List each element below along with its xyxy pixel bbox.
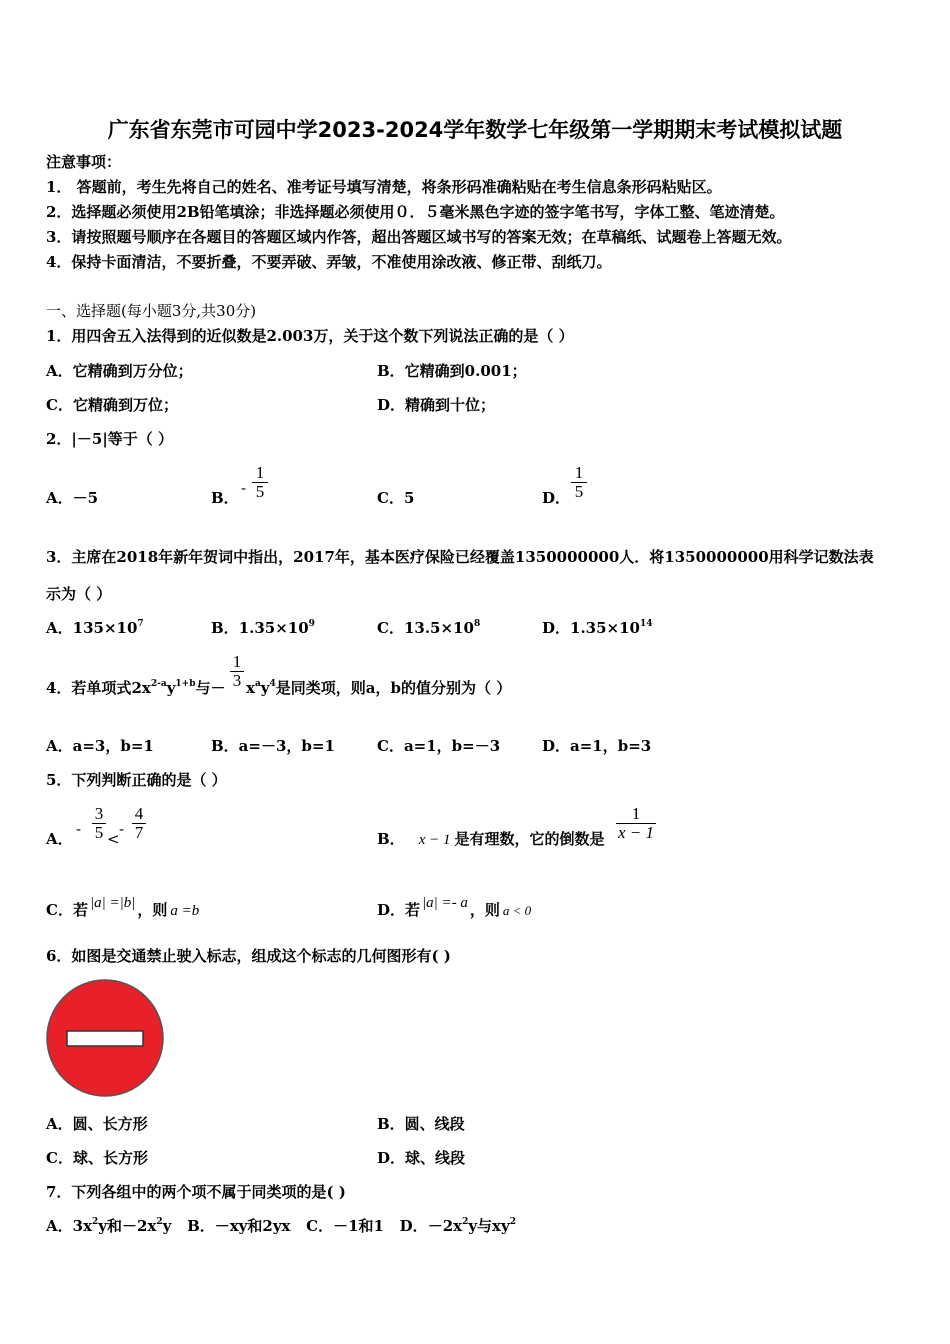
q6-stem: 6．如图是交通禁止驶入标志，组成这个标志的几何图形有( ) — [46, 947, 451, 965]
notice-item-3: 3．请按照题号顺序在各题目的答题区域内作答，超出答题区域书写的答案无效；在草稿纸、试题卷上答题无效。 — [46, 228, 792, 246]
q2-stem: 2．|－5|等于（ ） — [46, 430, 174, 448]
notice-item-1: 1． 答题前，考生先将自己的姓名、准考证号填写清楚，将条形码准确粘贴在考生信息条形码粘贴区。 — [46, 178, 722, 196]
q7-options — [46, 1217, 516, 1235]
q7-option-d: D．$-2x^2y$与$xy^2$ — [399, 1217, 516, 1235]
no-entry-sign-icon — [44, 977, 166, 1099]
fraction-denominator: 5 — [571, 482, 587, 501]
q7-option-c: C．－1和1 — [306, 1217, 384, 1235]
notice-heading: 注意事项： — [46, 153, 122, 171]
fraction-numerator: 1 — [631, 804, 641, 823]
q2-option-a: A．－5 — [46, 489, 99, 507]
q1-option-d: D．精确到十位； — [377, 396, 496, 414]
q4-option-c: C．a=1，b=－3 — [377, 737, 501, 755]
section-heading: 一、选择题(每小题3分,共30分) — [46, 302, 257, 320]
q5-option-a-fraction2 — [132, 805, 146, 842]
fraction-denominator: 7 — [132, 823, 146, 842]
notice-item-4: 4．保持卡面清洁，不要折叠，不要弄破、弄皱，不准使用涂改液、修正带、刮纸刀。 — [46, 253, 612, 271]
q3-option-c: C．$13.5\times 10^8$ — [377, 619, 481, 637]
q6-option-a: A．圆、长方形 — [46, 1115, 148, 1133]
fraction-numerator: 1 — [232, 652, 242, 671]
q4-option-a: A．a=3，b=1 — [46, 737, 154, 755]
q5-option-a-fraction1 — [92, 805, 106, 842]
q2-option-b-sign: - — [241, 479, 247, 497]
q3-option-b: B．$1.35\times 10^9$ — [211, 619, 315, 637]
q7-option-b: B．－xy和2yx — [187, 1217, 291, 1235]
q5-option-c: C．若 |a| =|b| ，则 a =b — [46, 895, 200, 919]
fraction-numerator: 1 — [255, 463, 265, 482]
q4-stem-end: $x^ay^4$是同类项，则a，b的值分别为（ ） — [246, 679, 512, 697]
q1-option-a: A．它精确到万分位； — [46, 362, 193, 380]
q5-option-d: D．若 |a| =- a ，则 a < 0 — [377, 895, 532, 919]
q1-stem: 1．用四舍五入法得到的近似数是2.003万，关于这个数下列说法正确的是（ ） — [46, 327, 574, 345]
q1-option-c: C．它精确到万位； — [46, 396, 178, 414]
page-title: 广东省东莞市可园中学2023-2024学年数学七年级第一学期期末考试模拟试题 — [107, 118, 843, 142]
q6-option-b: B．圆、线段 — [377, 1115, 465, 1133]
q2-option-d-label: D． — [542, 489, 571, 507]
fraction-numerator: 1 — [574, 463, 584, 482]
q3-option-a: A．$135\times 10^7$ — [46, 619, 144, 637]
q4-option-d: D．a=1，b=3 — [542, 737, 652, 755]
q5-stem: 5．下列判断正确的是（ ） — [46, 771, 227, 789]
q4-stem-start: 4．若单项式$2x^{2-a}y^{1+b}$与－ — [46, 679, 226, 697]
fraction-numerator: 3 — [94, 804, 104, 823]
q4-fraction — [230, 653, 244, 690]
q2-option-d-fraction — [571, 464, 587, 501]
q5-option-a-sign2: - — [119, 820, 125, 838]
notice-item-2: 2．选择题必须使用2B铅笔填涂；非选择题必须使用０．５毫米黑色字迹的签字笔书写，字体工整、笔迹清楚。 — [46, 203, 785, 221]
q6-option-d: D．球、线段 — [377, 1149, 466, 1167]
q5-option-b: B． x − 1 是有理数，它的倒数是 — [377, 830, 605, 848]
q2-option-b-label: B． — [211, 489, 239, 507]
q7-stem: 7．下列各组中的两个项不属于同类项的是( ) — [46, 1183, 346, 1201]
q3-option-d: D．$1.35\times 10^{14}$ — [542, 619, 653, 637]
fraction-denominator: 5 — [252, 482, 268, 501]
q3-stem-line2: 示为（ ） — [46, 585, 112, 603]
q7-option-a: A．$3x^2y$和$-2x^2y$ — [46, 1217, 172, 1235]
fraction-denominator: 5 — [92, 823, 106, 842]
q5-option-b-fraction — [616, 805, 656, 842]
fraction-denominator: 3 — [230, 671, 244, 690]
q1-option-b: B．它精确到0.001； — [377, 362, 527, 380]
fraction-numerator: 4 — [134, 804, 144, 823]
q3-stem-line1: 3．主席在2018年新年贺词中指出，2017年，基本医疗保险已经覆盖1350000000人．将1350000000用科学记数法表 — [46, 548, 874, 566]
q5-option-a-label: A． — [46, 830, 73, 848]
q2-option-b-fraction — [252, 464, 268, 501]
q5-option-a-sign1: - — [76, 820, 82, 838]
fraction-denominator: x − 1 — [617, 823, 655, 842]
q6-option-c: C．球、长方形 — [46, 1149, 148, 1167]
q4-option-b: B．a=－3，b=1 — [211, 737, 335, 755]
q2-option-c: C．5 — [377, 489, 415, 507]
q5-option-a-less-than: < — [107, 830, 120, 848]
